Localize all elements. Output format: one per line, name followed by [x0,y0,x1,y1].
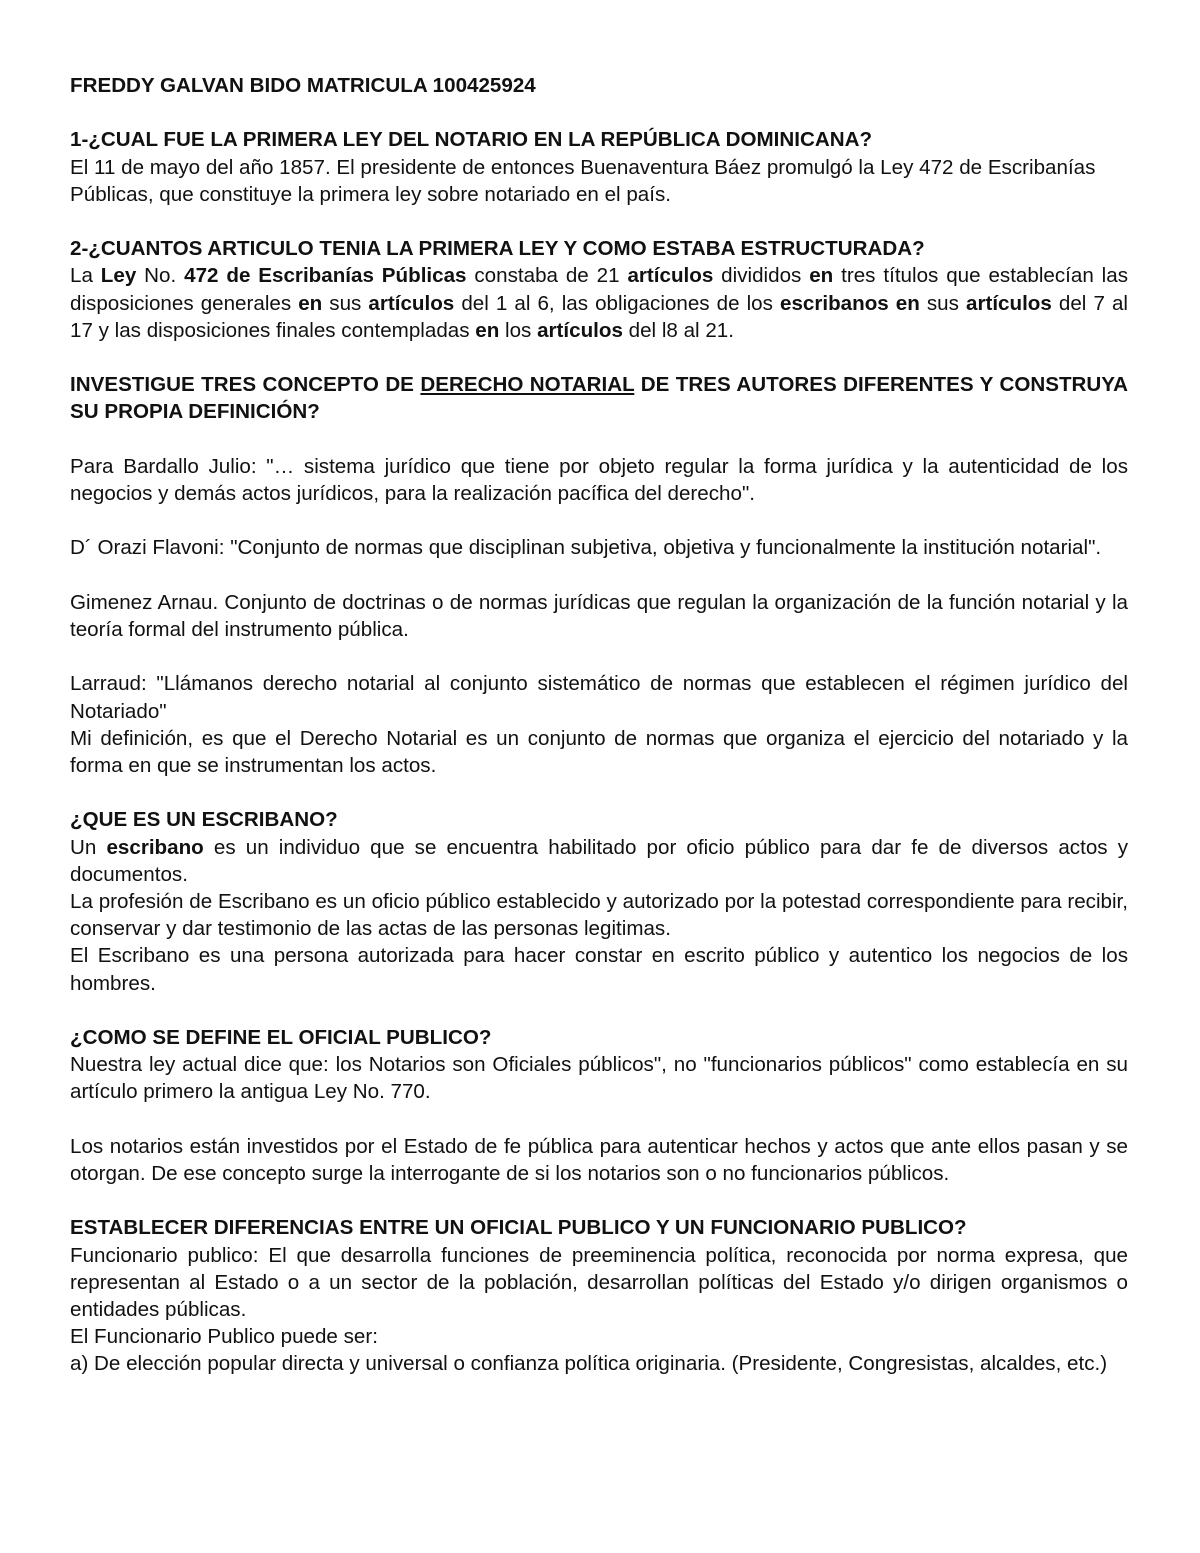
definition-gimenez: Gimenez Arnau. Conjunto de doctrinas o de normas jurídicas que regulan la organización de la función notarial y la teoría formal del instrumento pública. [70,590,1128,641]
oficial-paragraph-1: Nuestra ley actual dice que: los Notarios son Oficiales públicos", no "funcionarios públicos" como establecía en su artículo primero la antigua Ley No. 770. [70,1053,1128,1104]
funcionario-paragraph-3: a) De elección popular directa y universal o confianza política originaria. (Presidente, Congresistas, alcaldes, etc.) [70,1352,1108,1376]
escribano-paragraph-2: La profesión de Escribano es un oficio público establecido y autorizado por la potestad correspondiente para recibir, conservar y dar testimonio de las actas de las personas legitimas. [70,889,1128,941]
escribano-paragraph-1: Un escribano es un individuo que se encuentra habilitado por oficio público para dar fe de diversos actos y documentos. [70,835,1128,886]
question-1-heading: 1-¿CUAL FUE LA PRIMERA LEY DEL NOTARIO EN LA REPÚBLICA DOMINICANA? [70,128,873,152]
question-2-answer: La Ley No. 472 de Escribanías Públicas constaba de 21 artículos divididos en tres títulos que establecían las disposiciones generales en sus artículos del 1 al 6, las obligaciones de los escribanos en sus artículos del 7 al 17 y las disposiciones finales contempladas en los artículos del l8 al 21. [70,264,1128,342]
question-2-heading: 2-¿CUANTOS ARTICULO TENIA LA PRIMERA LEY Y COMO ESTABA ESTRUCTURADA? [70,237,925,261]
derecho-notarial-underlined: DERECHO NOTARIAL [420,373,635,397]
funcionario-paragraph-2: El Funcionario Publico puede ser: [70,1325,378,1349]
funcionario-paragraph-1: Funcionario publico: El que desarrolla funciones de preeminencia política, reconocida por norma expresa, que representan al Estado o a un sector de la población, desarrollan políticas del Estado y/o dirigen organismos o entidades públicas. [70,1243,1128,1321]
document-page [70,72,1128,1378]
question-5-heading: ¿COMO SE DEFINE EL OFICIAL PUBLICO? [70,1025,492,1049]
definition-orazi: D´ Orazi Flavoni: "Conjunto de normas que disciplinan subjetiva, objetiva y funcionalmente la institución notarial". [70,536,1102,560]
definition-bardallo: Para Bardallo Julio: "… sistema jurídico que tiene por objeto regular la forma jurídica y la autenticidad de los negocios y demás actos jurídicos, para la realización pacífica del derecho". [70,454,1128,505]
question-6-heading: ESTABLECER DIFERENCIAS ENTRE UN OFICIAL PUBLICO Y UN FUNCIONARIO PUBLICO? [70,1216,967,1240]
own-definition: Mi definición, es que el Derecho Notarial es un conjunto de normas que organiza el ejercicio del notariado y la forma en que se instrumentan los actos. [70,726,1128,777]
escribano-paragraph-3: El Escribano es una persona autorizada para hacer constar en escrito público y autentico los negocios de los hombres. [70,944,1128,995]
question-1-answer: El 11 de mayo del año 1857. El presidente de entonces Buenaventura Báez promulgó la Ley 472 de Escribanías Públicas, que constituye la primera ley sobre notariado en el país. [70,155,1096,206]
definition-larraud: Larraud: "Llámanos derecho notarial al conjunto sistemático de normas que establecen el régimen jurídico del Notariado" [70,672,1128,723]
question-3-heading: INVESTIGUE TRES CONCEPTO DE DERECHO NOTARIAL DE TRES AUTORES DIFERENTES Y CONSTRUYA SU PROPIA DEFINICIÓN? [70,373,1129,424]
oficial-paragraph-2: Los notarios están investidos por el Estado de fe pública para autenticar hechos y actos que ante ellos pasan y se otorgan. De ese concepto surge la interrogante de si los notarios son o no funcionarios públicos. [70,1134,1128,1185]
question-4-heading: ¿QUE ES UN ESCRIBANO? [70,808,338,832]
document-title: FREDDY GALVAN BIDO MATRICULA 100425924 [70,74,536,97]
